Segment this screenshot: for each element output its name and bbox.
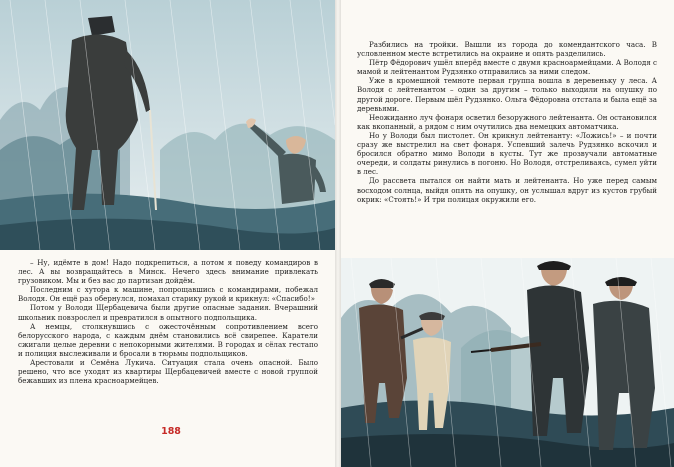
paragraph: До рассвета пытался он найти мать и лейтенанта. Но уже перед самым восходом солнца, выйдя опять на опушку, он услышал вдруг из кустов грубый окрик: «Стоять!» И три полицая окружили его. <box>357 176 657 204</box>
illustration-arrest <box>341 258 674 467</box>
illustration-arrest-art <box>341 258 674 467</box>
paragraph: Неожиданно луч фонаря осветил безоружного лейтенанта. Он остановился как вкопанный, а рядом с ним очутились два немецких автоматчика. <box>357 112 657 131</box>
left-page-text <box>18 258 318 385</box>
paragraph: А немцы, столкнувшись с ожесточённым сопротивлением всего белорусского народа, с каждым днём становились всё свирепее. Каратели сжигали целые деревни с непокорными жителями. В городах и сёлах гестапо и полиция выслеживали и бросали в тюрьмы подпольщиков. <box>18 321 318 358</box>
paragraph: Последним с хутора к машине, попрощавшись с командирами, побежал Володя. Он ещё раз обернулся, помахал старику рукой и крикнул: «Спасибо!» <box>18 285 318 304</box>
illustration-rain-forest <box>0 0 335 250</box>
paragraph: Разбились на тройки. Вышли из города до комендантского часа. В условленном месте встретились на окраине и опять разделились. <box>357 40 657 59</box>
illustration-rain-forest-art <box>0 0 335 250</box>
paragraph: Арестовали и Семёна Лукича. Ситуация стала очень опасной. Было решено, что все уходят из квартиры Щербацевичей вместе с новой группой бежавших из плена красноармейцев. <box>18 358 318 386</box>
page-number: 188 <box>161 426 181 437</box>
paragraph: Но у Володи был пистолет. Он крикнул лейтенанту: «Ложись!» – и почти сразу же выстрелил на свет фонаря. Успевший залечь Рудзянко вскочил и бросился обратно мимо Володи в кусты. Тут же прозвучали автоматные очереди, и солдаты ринулись в погоню. Но Володя, отстреливаясь, сумел уйти в лес. <box>357 130 657 177</box>
right-page-text <box>357 40 657 204</box>
paragraph: Уже в кромешной темноте первая группа вошла в деревеньку у леса. А Володя с лейтенантом – один за другим – только выходили на опушку по другой дороге. Первым шёл Рудзянко. Ольга Фёдоровна отстала и была ещё за деревьями. <box>357 76 657 113</box>
paragraph: Потом у Володи Щербацевича были другие опасные задания. Вчерашний школьник повзрослел и превратился в опытного подпольщика. <box>18 303 318 322</box>
paragraph: – Ну, идёмте в дом! Надо подкрепиться, а потом я поведу командиров в лес. А вы возвращайтесь в Минск. Нечего здесь внимание привлекать грузовиком. Мы и без вас до партизан дойдём. <box>18 258 318 286</box>
paragraph: Пётр Фёдорович ушёл вперёд вместе с двумя красноармейцами. А Володя с мамой и лейтенантом Рудзянко отправились за ними следом. <box>357 58 657 77</box>
